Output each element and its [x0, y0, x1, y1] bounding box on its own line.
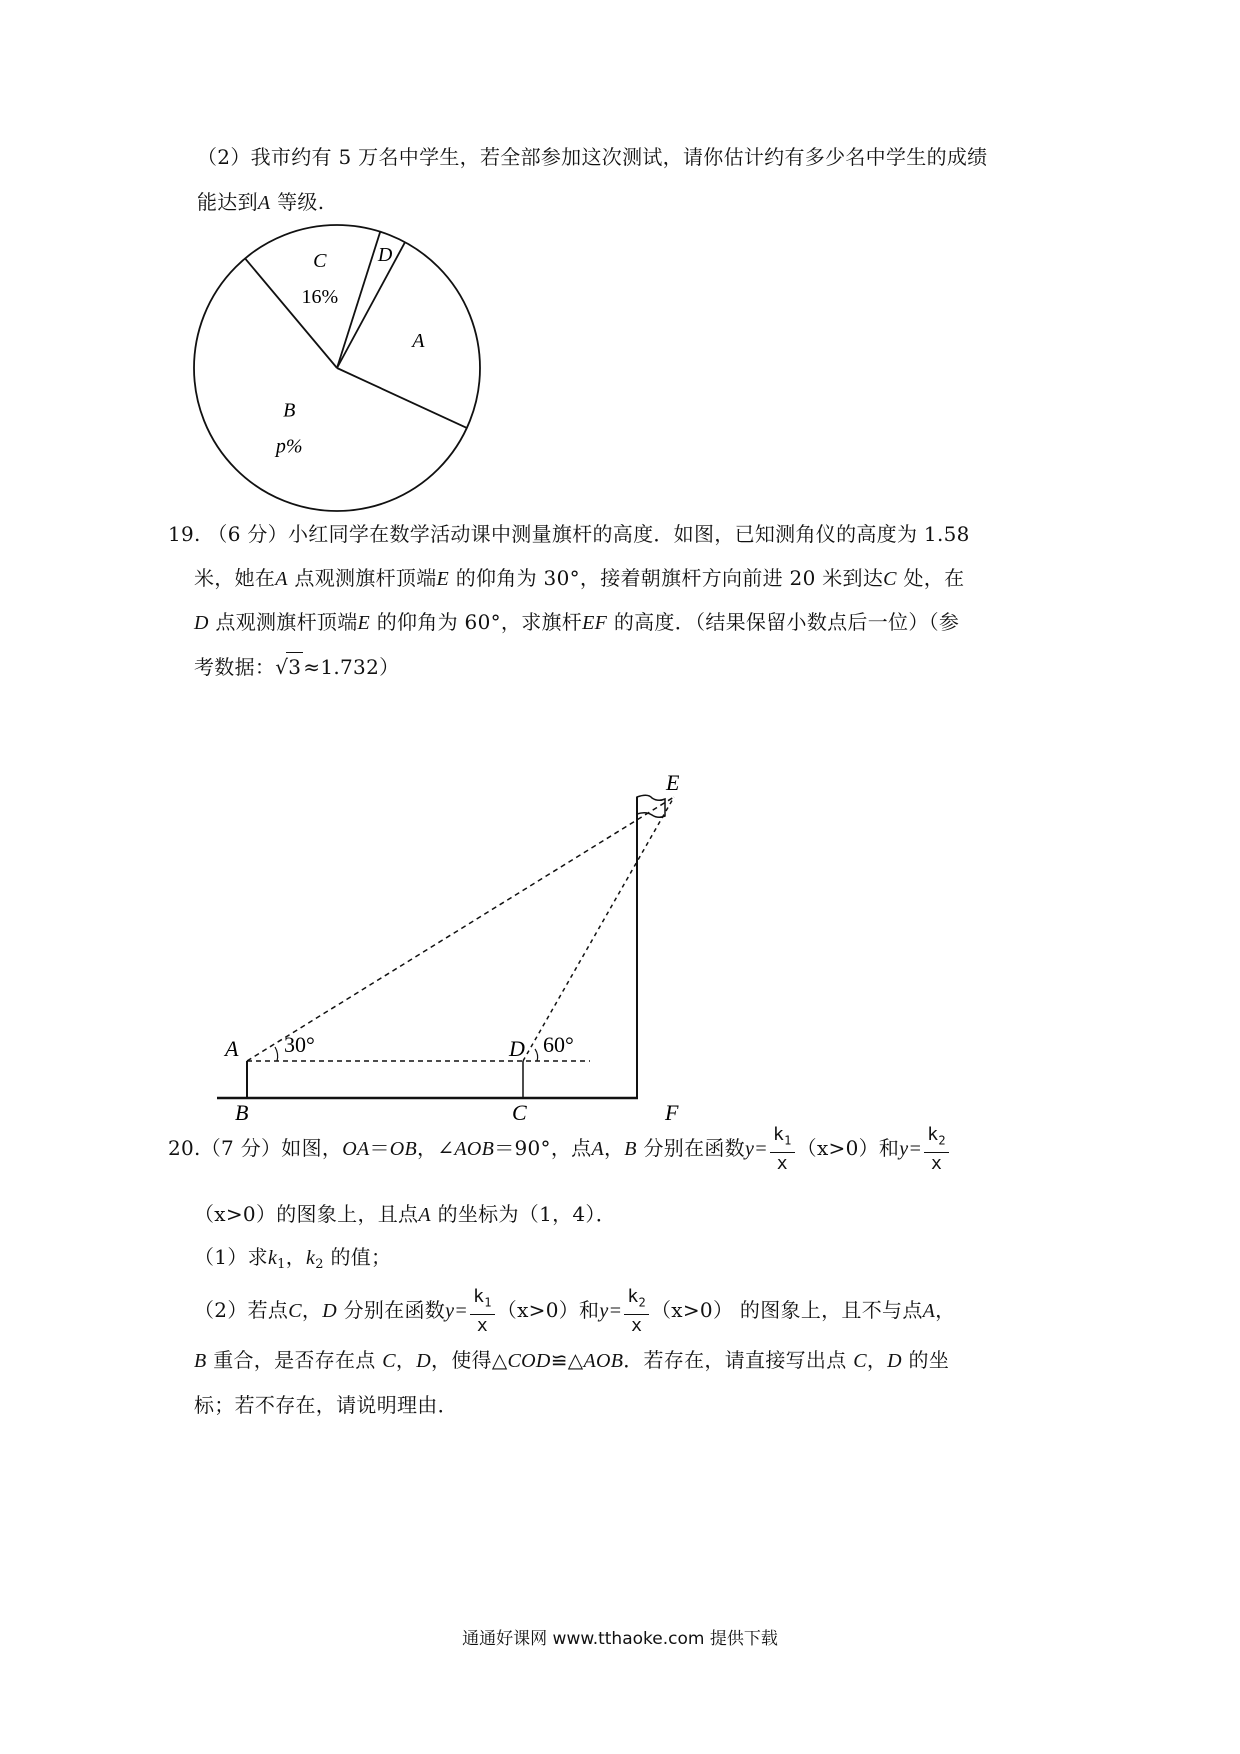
text: 的仰角为 30°，接着朝旗杆方向前进 20 米到达: [449, 566, 884, 590]
pie-label-b: B: [283, 399, 296, 422]
var: OA: [342, 1137, 370, 1160]
footer-source: 通通好课网 www.tthaoke.com 提供下载: [462, 1629, 778, 1649]
q20-line1: [168, 1124, 951, 1175]
var: B: [624, 1137, 637, 1160]
text: 重合，是否存在点: [206, 1348, 383, 1372]
text: 的值；: [323, 1245, 392, 1269]
text: 的坐标为（1，4）．: [430, 1202, 617, 1226]
subscript: 1: [484, 1295, 492, 1310]
text: ，使得△: [430, 1348, 508, 1372]
var: D: [322, 1299, 337, 1322]
text: ≌△: [550, 1348, 584, 1372]
var-a: A: [257, 192, 271, 214]
subscript: 1: [277, 1257, 286, 1272]
sight-de: [523, 797, 674, 1061]
denominator: x: [776, 1152, 788, 1174]
q19-line2: [194, 564, 964, 593]
q19-line3: [194, 608, 959, 637]
text: ，: [935, 1297, 956, 1322]
denominator: x: [930, 1152, 943, 1174]
text: ，: [866, 1348, 888, 1372]
fraction-k2-over-x: [624, 1286, 649, 1337]
subscript: 2: [315, 1257, 324, 1272]
var: A: [922, 1299, 936, 1322]
var: C: [853, 1350, 867, 1372]
subscript: 2: [938, 1133, 946, 1148]
text: 的坐: [901, 1348, 950, 1372]
label-e: E: [666, 770, 680, 795]
var: B: [194, 1350, 207, 1372]
pie-label-a: A: [412, 329, 425, 352]
fraction-k1-over-x: [470, 1286, 495, 1337]
var: E: [357, 612, 371, 634]
text: 和: [878, 1135, 900, 1160]
text: 分别在函数: [336, 1297, 446, 1322]
text: 的高度．（结果保留小数点后一位）（参: [607, 610, 960, 634]
text: 处，在: [896, 566, 965, 590]
var: EF: [582, 612, 608, 634]
text: （2）若点: [194, 1297, 289, 1322]
text: （7 分）如图，: [200, 1135, 343, 1160]
subscript: 2: [638, 1295, 646, 1310]
angle-arc-d: [535, 1049, 538, 1061]
flag-icon: [637, 795, 665, 817]
text: ＝90°，点: [494, 1135, 592, 1160]
pie-chart: [0, 0, 1240, 560]
question-number: 19.: [168, 522, 201, 546]
numerator: k: [772, 1124, 785, 1145]
denominator: x: [631, 1314, 643, 1336]
numerator: k: [473, 1286, 485, 1307]
y-equals: y=: [445, 1299, 469, 1322]
var: A: [275, 568, 288, 590]
condition: （x>0）: [796, 1135, 879, 1160]
text: ，: [395, 1348, 417, 1372]
angle-label-a: 30°: [284, 1032, 315, 1057]
var: COD: [507, 1350, 551, 1372]
pie-label-c: C: [313, 250, 327, 273]
angle-arc-a: [275, 1047, 278, 1061]
text: 点观测旗杆顶端: [287, 566, 437, 590]
text: （1）求: [194, 1245, 268, 1269]
text: （6 分）小红同学在数学活动课中测量旗杆的高度．如图，已知测角仪的高度为 1.58: [207, 522, 970, 546]
y-equals: y=: [744, 1137, 768, 1160]
var: AOB: [454, 1137, 495, 1160]
var: OB: [389, 1137, 418, 1160]
text: 的图象上，且不与点: [733, 1297, 923, 1322]
q18-part2-line1: （2）我市约有 5 万名中学生，若全部参加这次测试，请你估计约有多少名中学生的成绩: [197, 145, 988, 169]
q20-part2-line2: [194, 1346, 949, 1375]
text: ，∠: [417, 1135, 455, 1160]
q20-part2-line3: 标；若不存在，请说明理由．: [194, 1393, 458, 1417]
q20-line2: [194, 1200, 616, 1229]
angle-label-d: 60°: [543, 1032, 574, 1057]
label-a: A: [225, 1036, 239, 1061]
subscript: 1: [784, 1133, 792, 1148]
sqrt-radicand: 3: [286, 652, 303, 681]
denominator: x: [476, 1314, 488, 1336]
numerator: k: [927, 1124, 939, 1145]
q19-line1: [168, 520, 970, 548]
pie-value-label-b: p%: [275, 435, 303, 458]
pie-value-label-c: 16%: [301, 286, 339, 309]
var: k: [267, 1247, 278, 1269]
text: 等级.: [270, 190, 325, 214]
condition: （x>0）: [496, 1297, 580, 1322]
fraction-k2-over-x: [924, 1124, 949, 1175]
var: k: [306, 1247, 316, 1269]
text: ≈1.732）: [303, 655, 400, 679]
label-b: B: [235, 1100, 249, 1120]
y-equals: y=: [599, 1299, 623, 1322]
var: A: [591, 1137, 604, 1160]
text: 米，她在: [194, 566, 276, 590]
var: C: [382, 1350, 396, 1372]
y-equals: y=: [899, 1137, 923, 1160]
text: 分别在函数: [636, 1135, 745, 1160]
text: 的仰角为 60°，求旗杆: [370, 610, 583, 634]
q20-part1: [194, 1243, 391, 1279]
text: ＝: [369, 1135, 390, 1160]
var: C: [883, 568, 897, 590]
text: （x>0）的图象上，且点: [194, 1202, 419, 1226]
fraction-k1-over-x: [770, 1124, 795, 1175]
label-f: F: [665, 1100, 679, 1120]
text: ，: [301, 1297, 323, 1322]
var: A: [418, 1204, 431, 1226]
text: ，: [285, 1245, 307, 1269]
var: AOB: [583, 1350, 624, 1372]
var: C: [288, 1299, 302, 1322]
var: E: [436, 568, 450, 590]
q19-line4: [194, 652, 399, 681]
pie-label-d: D: [377, 243, 393, 266]
var: D: [887, 1350, 902, 1372]
condition: （x>0）: [651, 1297, 734, 1322]
var: D: [194, 612, 209, 634]
text: 能达到: [197, 190, 258, 214]
label-c: C: [512, 1100, 527, 1120]
text: 考数据：√: [194, 655, 289, 679]
sight-ae: [247, 797, 674, 1061]
question-number: 20.: [168, 1135, 201, 1160]
text: ．若存在，请直接写出点: [623, 1348, 854, 1372]
text: ，: [603, 1135, 625, 1160]
numerator: k: [627, 1286, 639, 1307]
text: 和: [579, 1297, 600, 1322]
label-d: D: [509, 1036, 525, 1061]
flagpole-figure: [190, 760, 750, 1120]
var: D: [416, 1350, 431, 1372]
text: 点观测旗杆顶端: [208, 610, 358, 634]
q20-part2-line1: [194, 1286, 955, 1337]
